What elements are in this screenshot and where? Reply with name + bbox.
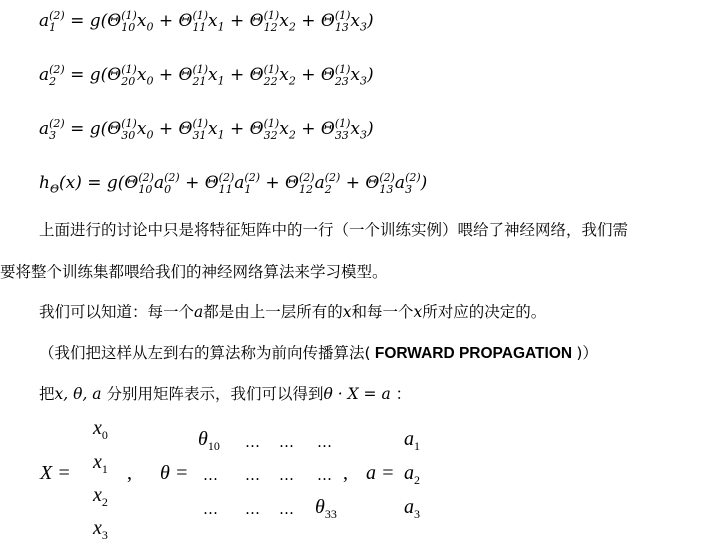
theta-r2-dots-4: … [317,466,333,484]
fp-term: FORWARD PROPAGATION [370,345,577,362]
a-label: a = [366,462,395,484]
mf-text-1: 把 [39,385,55,403]
paragraph-training-line1: 上面进行的讨论中只是将特征矩阵中的一行（一个训练实例）喂给了神经网络，我们需 [39,221,629,239]
X-label: X = [40,462,71,484]
x2-entry: $x_2$ [93,484,108,509]
dependency-text-4: 所对应的决定的。 [422,303,547,321]
theta-label: θ = [160,462,189,484]
x3-entry: $x_3$ [93,517,108,542]
paragraph-training-line2: 要将整个训练集都喂给我们的神经网络算法来学习模型。 [0,263,388,281]
theta-33-entry: $\theta_{33}$ [315,496,337,521]
theta-10-entry: $\theta_{10}$ [198,428,220,453]
theta-r1-dots-3: … [317,433,333,451]
paragraph-dependency [39,300,546,322]
mf-text-2: 分别用矩阵表示，我们可以得到 [101,385,324,403]
theta-r3-dots-1: … [203,500,219,518]
theta-r2-dots-3: … [279,466,295,484]
fp-text-open: （我们把这样从左到右的算法称为前向传播算法( [39,344,371,362]
theta-r1-dots-1: … [245,433,261,451]
a1-entry: $a_1$ [404,428,420,453]
comma-1: , [127,462,132,484]
dependency-text-3: 和每一个 [351,303,414,321]
paragraph-forward-propagation [39,341,598,363]
theta-r2-dots-1: … [203,466,219,484]
equation-hypothesis: $h_\Theta(x) = g(\Theta$ (2) 10 a (2) 0 + Θ (2) 11 a (2) 1 + Θ (2) 12 a (2) 2 + Θ (2) 13 a (2) 3 ) [39,171,428,196]
equation-a3: a (2) 3 = g(Θ (1) 30 $x_0 + \Theta$ (1) 31 $x_1 + \Theta$ (1) 32 $x_2 + \Theta$ (1) 33 $x_3$) [39,117,374,142]
theta-r2-dots-2: … [245,466,261,484]
mf-vars: x, θ, a [54,385,102,403]
fp-text-close: )） [576,344,598,362]
theta-r1-dots-2: … [279,433,295,451]
paragraph-matrix-form [39,382,411,404]
dependency-text-2: 都是由上一层所有的 [203,303,343,321]
var-x: x [413,303,423,321]
theta-r3-dots-3: … [279,500,295,518]
equation-a2: a (2) 2 = g(Θ (1) 20 $x_0 + \Theta$ (1) 21 $x_1 + \Theta$ (1) 22 $x_2 + \Theta$ (1) 23 $x_3$) [39,63,374,88]
theta-r3-dots-2: … [245,500,261,518]
mf-text-end: ： [390,385,412,403]
var-a: a [194,303,204,321]
x1-entry: $x_1$ [93,451,108,476]
var-x: x [342,303,352,321]
equation-a1: a (2) 1 = g(Θ (1) 10 $x_0 + \Theta$ (1) 11 $x_1 + \Theta$ (1) 12 $x_2 + \Theta$ (1) 13 $x_3$) [39,9,374,34]
dependency-text-1: 我们可以知道：每一个 [39,303,195,321]
a3-entry: $a_3$ [404,496,420,521]
a2-entry: $a_2$ [404,462,420,487]
mf-formula: θ · X = a [323,385,391,403]
comma-2: , [343,462,348,484]
x0-entry: $x_0$ [93,417,108,442]
